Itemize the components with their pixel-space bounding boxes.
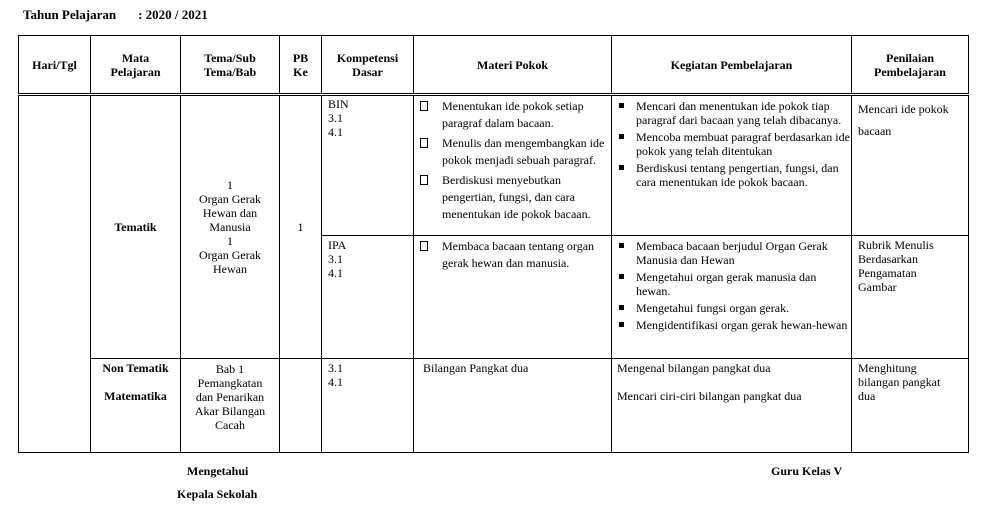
- header-pb: PB Ke: [280, 36, 322, 95]
- non-tematik-penilaian: Menghitung bilangan pangkat dua: [852, 359, 969, 453]
- non-tematik-theme: Bab 1 Pemangkatan dan Penarikan Akar Bilangan Cacah: [181, 359, 280, 453]
- year-label: Tahun Pelajaran: [23, 7, 117, 22]
- list-item: Menentukan ide pokok setiap paragraf dalam bacaan.: [414, 98, 611, 132]
- header-competency: Kompetensi Dasar: [322, 36, 414, 95]
- non-tematik-kd: 3.1 4.1: [322, 359, 414, 453]
- list-item: Mencoba membuat paragraf berdasarkan ide pokok yang telah ditentukan: [612, 130, 851, 158]
- ipa-penilaian: Rubrik Menulis Berdasarkan Pengamatan Gambar: [852, 236, 969, 359]
- non-tematik-kegiatan: Mengenal bilangan pangkat dua Mencari ciri-ciri bilangan pangkat dua: [612, 359, 852, 453]
- bin-materi: [414, 95, 612, 236]
- table-row: [19, 95, 969, 236]
- list-item: Mencari dan menentukan ide pokok tiap paragraf dari bacaan yang telah dibacanya.: [612, 99, 851, 127]
- lesson-plan-table: [18, 35, 969, 453]
- day-cell: [19, 95, 91, 453]
- table-row: [19, 359, 969, 453]
- list-item: Membaca bacaan tentang organ gerak hewan dan manusia.: [414, 238, 611, 272]
- header-assessment: Penilaian Pembelajaran: [852, 36, 969, 95]
- list-item: Membaca bacaan berjudul Organ Gerak Manusia dan Hewan: [612, 239, 851, 267]
- tematik-theme: 1 Organ Gerak Hewan dan Manusia 1 Organ Gerak Hewan: [181, 95, 280, 359]
- non-tematik-subject: Non Tematik Matematika: [91, 359, 181, 453]
- ipa-kegiatan: [612, 236, 852, 359]
- footer-principal: Kepala Sekolah: [177, 487, 258, 501]
- list-item: Berdiskusi menyebutkan pengertian, fungsi, dan cara menentukan ide pokok bacaan.: [414, 172, 611, 223]
- header-material: Materi Pokok: [414, 36, 612, 95]
- list-item: Berdiskusi tentang pengertian, fungsi, dan cara menentukan ide pokok bacaan.: [612, 161, 851, 189]
- header-row: [19, 36, 969, 95]
- footer-teacher: Guru Kelas V: [771, 464, 843, 478]
- header-activity: Kegiatan Pembelajaran: [612, 36, 852, 95]
- header-theme: Tema/Sub Tema/Bab: [181, 36, 280, 95]
- header-subject: Mata Pelajaran: [91, 36, 181, 95]
- footer-acknowledged: Mengetahui: [187, 464, 249, 478]
- list-item: Mengetahui organ gerak manusia dan hewan.: [612, 270, 851, 298]
- school-year: [23, 7, 208, 23]
- non-tematik-pb: [280, 359, 322, 453]
- bin-penilaian: Mencari ide pokok bacaan: [852, 95, 969, 236]
- non-tematik-materi: Bilangan Pangkat dua: [414, 359, 612, 453]
- list-item: Mengidentifikasi organ gerak hewan-hewan: [612, 318, 851, 332]
- list-item: Mengetahui fungsi organ gerak.: [612, 301, 851, 315]
- year-value: : 2020 / 2021: [138, 7, 208, 22]
- list-item: Menulis dan mengembangkan ide pokok menjadi sebuah paragraf.: [414, 135, 611, 169]
- header-day: Hari/Tgl: [19, 36, 91, 95]
- tematik-subject: Tematik: [91, 95, 181, 359]
- ipa-materi: [414, 236, 612, 359]
- tematik-pb: 1: [280, 95, 322, 359]
- ipa-kd: IPA 3.1 4.1: [322, 236, 414, 359]
- bin-kegiatan: [612, 95, 852, 236]
- bin-kd: BIN 3.1 4.1: [322, 95, 414, 236]
